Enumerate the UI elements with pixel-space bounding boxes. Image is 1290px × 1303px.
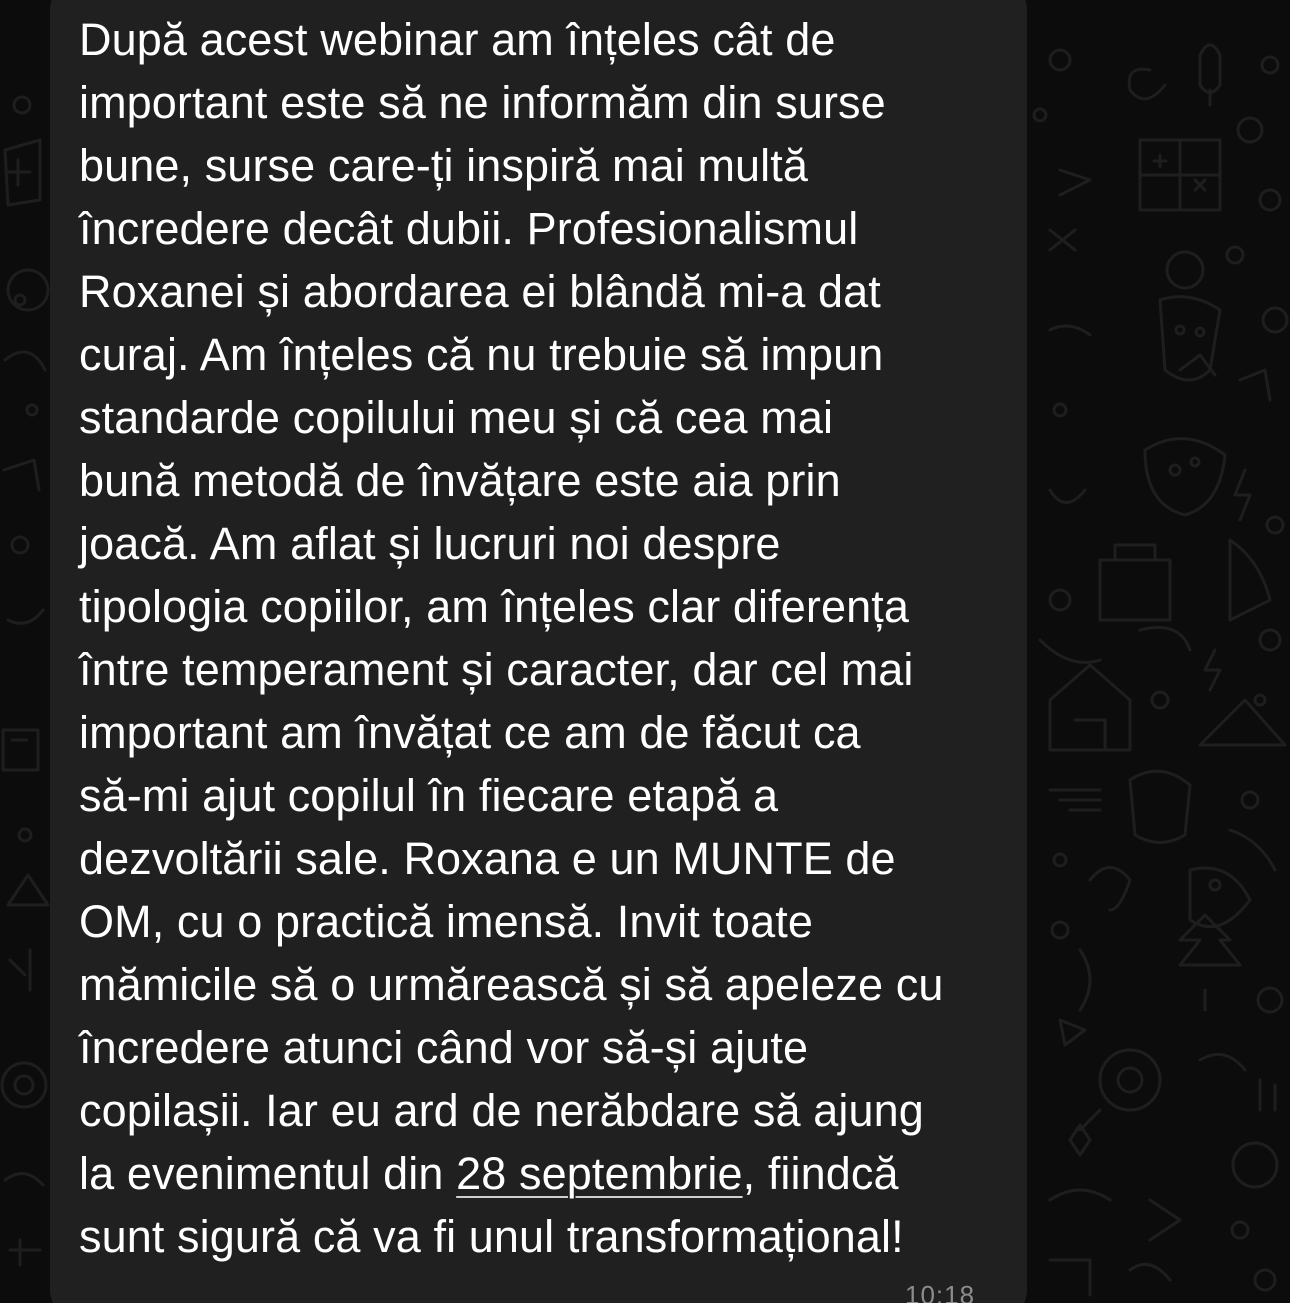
message-timestamp: 10:18 bbox=[905, 1280, 976, 1303]
message-line: mămicile să o urmărească și să apeleze cu bbox=[79, 959, 944, 1010]
message-line-with-date bbox=[79, 1142, 1019, 1205]
message-line: standarde copilului meu și că cea mai bbox=[79, 392, 834, 443]
message-line-segment: , fiindcă bbox=[742, 1148, 899, 1199]
message-line: încredere atunci când vor să-și ajute bbox=[79, 1022, 809, 1073]
message-line: încredere decât dubii. Profesionalismul bbox=[79, 203, 859, 254]
message-line: joacă. Am aflat și lucruri noi despre bbox=[79, 518, 781, 569]
message-line: copilașii. Iar eu ard de nerăbdare să ajung bbox=[79, 1085, 924, 1136]
message-line: între temperament și caracter, dar cel mai bbox=[79, 644, 914, 695]
message-line: dezvoltării sale. Roxana e un MUNTE de bbox=[79, 833, 896, 884]
message-line-segment: la evenimentul din bbox=[79, 1148, 457, 1199]
message-line: sunt sigură că va fi unul transformațional! bbox=[79, 1211, 904, 1262]
message-line: tipologia copiilor, am înțeles clar diferența bbox=[79, 581, 909, 632]
message-line: OM, cu o practică imensă. Invit toate bbox=[79, 896, 814, 947]
message-line: curaj. Am înțeles că nu trebuie să impun bbox=[79, 329, 884, 380]
message-line: După acest webinar am înțeles cât de bbox=[79, 14, 836, 65]
message-line: bună metodă de învățare este aia prin bbox=[79, 455, 841, 506]
message-line: important am învățat ce am de făcut ca bbox=[79, 707, 861, 758]
message-line: bune, surse care-ți inspiră mai multă bbox=[79, 140, 808, 191]
date-link[interactable]: 28 septembrie bbox=[456, 1148, 743, 1199]
message-line: Roxanei și abordarea ei blândă mi-a dat bbox=[79, 266, 881, 317]
message-text bbox=[79, 8, 1019, 1268]
message-line: să-mi ajut copilul în fiecare etapă a bbox=[79, 770, 779, 821]
message-line: important este să ne informăm din surse bbox=[79, 77, 886, 128]
